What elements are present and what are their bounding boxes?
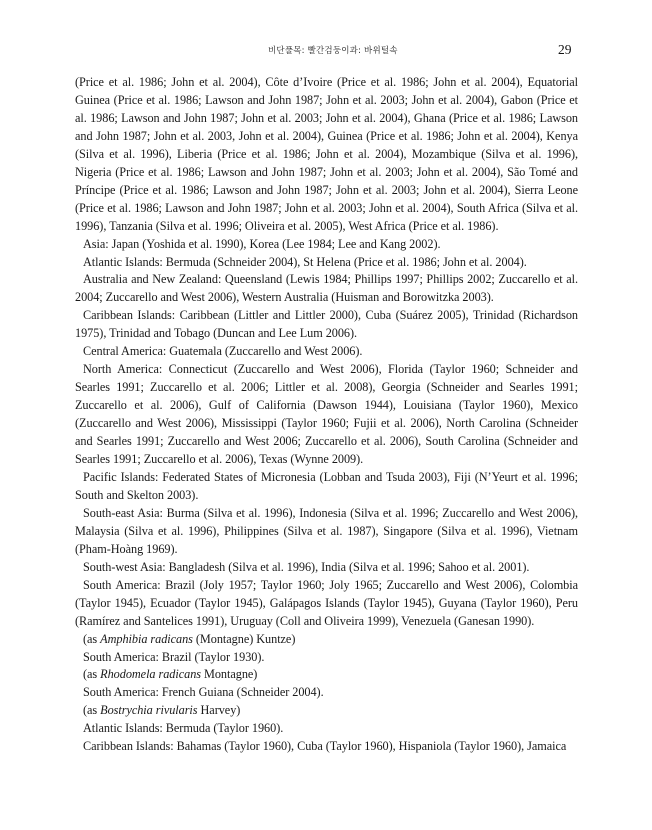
species-name: Bostrychia rivularis <box>100 703 198 718</box>
synonym-suffix: Harvey) <box>197 703 241 718</box>
paragraph-atlantic-islands: Atlantic Islands: Bermuda (Schneider 2004), St Helena (Price et al. 1986; John et al. 2004). <box>83 254 527 269</box>
body-text <box>75 74 578 756</box>
synonym-suffix: (Montagne) Kuntze) <box>192 631 296 646</box>
running-header <box>0 42 652 58</box>
paragraph-south-west-asia: South-west Asia: Bangladesh (Silva et al. 1996), India (Silva et al. 1996; Sahoo et al. 2001). <box>83 559 530 574</box>
paragraph-synonym-rhodomela <box>75 666 578 684</box>
paragraph-synonym-bostrychia <box>75 702 578 720</box>
paragraph-north-america: North America: Connecticut (Zuccarello and West 2006), Florida (Taylor 1960; Schneider and Searles 1991; Zuccarello et al. 2006; Littler et al. 2008), Georgia (Schneider and Searles 1991; Zuccarello et al. 2006), Gulf of California (Dawson 1944), Louisiana (Taylor 1960), Mexico (Zuccarello and West 2006), Mississippi (Taylor 1960; Fujii et al. 2006), North Carolina (Schneider and Searles 1991; Zuccarello and West 2006; Zuccarello et al. 2006), South Carolina (Schneider and Searles 1991; Zuccarello et al. 2006), Texas (Wynne 2009). <box>75 362 578 467</box>
paragraph-atlantic-islands-bermuda: Atlantic Islands: Bermuda (Taylor 1960). <box>83 721 284 736</box>
paragraph-caribbean-islands: Caribbean Islands: Caribbean (Littler and Littler 2000), Cuba (Suárez 2005), Trinidad (Richardson 1975), Trinidad and Tobago (Duncan and Lee Lum 2006). <box>75 308 578 341</box>
paragraph-south-east-asia: South-east Asia: Burma (Silva et al. 1996), Indonesia (Silva et al. 1996; Zuccarello and West 2006), Malaysia (Silva et al. 1996), Philippines (Silva et al. 1987), Singapore (Silva et al. 1996), Vietnam (Pham-Hoàng 1969). <box>75 505 578 556</box>
page-number: 29 <box>558 42 572 57</box>
paragraph-pacific-islands: Pacific Islands: Federated States of Micronesia (Lobban and Tsuda 2003), Fiji (N’Yeurt et al. 1996; South and Skelton 2003). <box>75 469 578 502</box>
paragraph-distribution-africa: (Price et al. 1986; John et al. 2004), Côte d’Ivoire (Price et al. 1986; John et al. 2004), Equatorial Guinea (Price et al. 1986; Lawson and John 1987; John et al. 2003; John et al. 2004), Gabon (Price et al. 1986; Lawson and John 1987; John et al. 2003; John et al. 2004), Ghana (Price et al. 1986; Lawson and John 1987; John et al. 2003, John et al. 2004), Guinea (Price et al. 1986; John et al. 2004), Kenya (Silva et al. 1996), Liberia (Price et al. 1986; John et al. 2004), Mozambique (Silva et al. 1996), Nigeria (Price et al. 1986; Lawson and John 1987; John et al. 2003; John et al. 2004), São Tomé and Príncipe (Price et al. 1986; Lawson and John 1987; John et al. 2003; John et al. 2004), Sierra Leone (Price et al. 1986; Lawson and John 1987; John et al. 2003; John et al. 2004), South Africa (Silva et al. 1996), Tanzania (Silva et al. 1996; Oliveira et al. 2005), West Africa (Price et al. 1986). <box>75 75 578 233</box>
paragraph-asia: Asia: Japan (Yoshida et al. 1990), Korea (Lee 1984; Lee and Kang 2002). <box>83 236 441 251</box>
synonym-prefix: (as <box>83 703 101 718</box>
running-title: 비단풀목: 빨간검둥이과: 바위털속 <box>268 46 398 56</box>
paragraph-south-america-french-guiana: South America: French Guiana (Schneider 2004). <box>83 685 324 700</box>
paragraph-australia-new-zealand: Australia and New Zealand: Queensland (Lewis 1984; Phillips 1997; Phillips 2002; Zuccarello et al. 2004; Zuccarello and West 2006), Western Australia (Huisman and Borowitzka 2003). <box>75 272 578 305</box>
synonym-prefix: (as <box>83 631 101 646</box>
paragraph-caribbean-islands-continued: Caribbean Islands: Bahamas (Taylor 1960), Cuba (Taylor 1960), Hispaniola (Taylor 1960), Jamaica <box>83 739 567 754</box>
synonym-suffix: Montagne) <box>201 667 258 682</box>
paragraph-south-america: South America: Brazil (Joly 1957; Taylor 1960; Joly 1965; Zuccarello and West 2006), Colombia (Taylor 1945), Ecuador (Taylor 1945), Galápagos Islands (Taylor 1945), Guyana (Taylor 1960), Peru (Ramírez and Santelices 1991), Uruguay (Coll and Oliveira 1999), Venezuela (Ganesan 1990). <box>75 577 578 628</box>
species-name: Rhodomela radicans <box>100 667 201 682</box>
paragraph-synonym-amphibia <box>75 631 578 649</box>
synonym-prefix: (as <box>83 667 101 682</box>
paragraph-south-america-brazil: South America: Brazil (Taylor 1930). <box>83 649 265 664</box>
species-name: Amphibia radicans <box>100 631 193 646</box>
paragraph-central-america: Central America: Guatemala (Zuccarello and West 2006). <box>83 344 363 359</box>
